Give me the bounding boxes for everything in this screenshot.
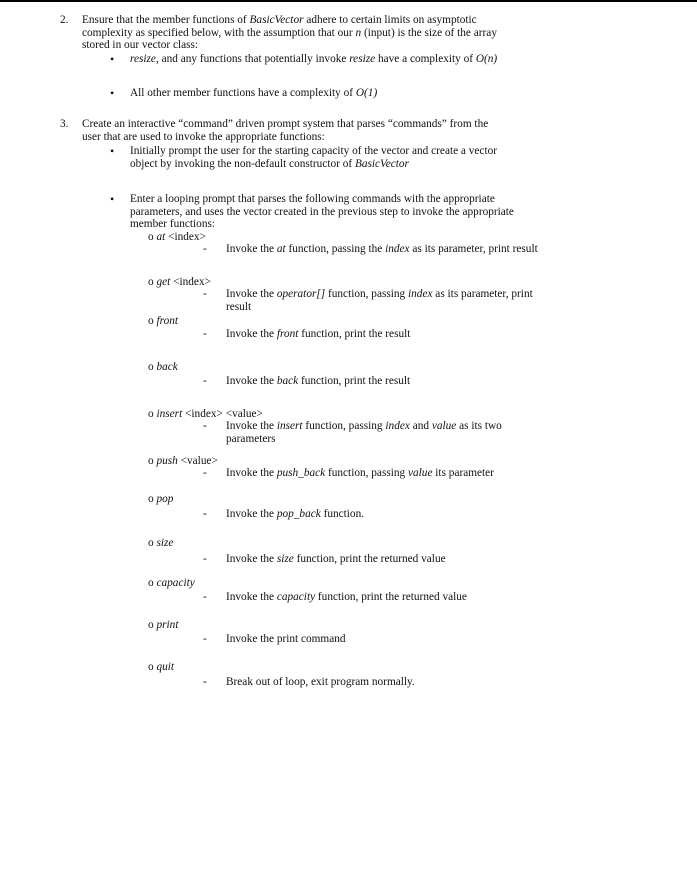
- item-2-number: 2.: [60, 14, 69, 26]
- text-run: as its two: [456, 420, 502, 432]
- text-run: as its parameter, print result: [409, 243, 538, 255]
- italic-run: index: [408, 288, 433, 300]
- text-run: and: [409, 420, 432, 432]
- text-run: function, print the returned value: [315, 591, 467, 603]
- italic-run: back: [276, 375, 299, 387]
- text-run: , and any functions that potentially invoke: [155, 53, 350, 65]
- bullet-mark: •: [110, 144, 115, 158]
- circle-bullet: o: [148, 619, 154, 631]
- text-run: Invoke the: [226, 591, 277, 603]
- text-run: have a complexity of: [375, 53, 476, 65]
- circle-bullet: o: [148, 408, 154, 420]
- command-name: back: [156, 361, 178, 373]
- bullet-mark: •: [110, 86, 115, 100]
- circle-bullet: o: [148, 537, 154, 549]
- command-name: insert: [156, 408, 183, 420]
- text-run: All other member functions have a complexity of: [130, 87, 356, 99]
- bullet-text: [130, 87, 377, 100]
- italic-run: BasicVector: [354, 157, 409, 170]
- text-run: function, passing: [325, 288, 409, 300]
- italic-run: O(1): [355, 87, 378, 99]
- text-run: function.: [320, 508, 365, 520]
- circle-bullet: o: [148, 315, 154, 327]
- command-insert: [148, 408, 263, 421]
- text-run: function, print the result: [298, 375, 411, 387]
- italic-run: resize: [349, 53, 376, 65]
- command-name: capacity: [156, 577, 195, 589]
- bullet-text: Enter a looping prompt that parses the following commands with the appropriate parameters, and uses the vector created in the previous step to invoke the appropriate member functions:: [130, 193, 514, 231]
- command-size: [148, 537, 173, 550]
- item-2-line-2: complexity as specified below, with the assumption that our n (input) is the size of the array: [82, 26, 497, 39]
- command-quit: [148, 661, 174, 674]
- command-push: [148, 455, 218, 468]
- item-2-text: [82, 14, 682, 52]
- italic-run: value: [431, 420, 457, 432]
- italic-run: at: [276, 243, 286, 255]
- command-name: push: [156, 455, 178, 467]
- text-run: Break out of loop, exit program normally.: [226, 676, 415, 688]
- command-at: [148, 231, 206, 244]
- text-run: Invoke the: [226, 467, 277, 479]
- text-run: result: [226, 300, 252, 313]
- command-args: <index>: [170, 276, 211, 288]
- command-back: [148, 361, 178, 374]
- item-3-text: [82, 118, 682, 143]
- command-front: [148, 315, 178, 328]
- text-run: Invoke the: [226, 375, 277, 387]
- text-run: function, passing the: [285, 243, 386, 255]
- text-run: Invoke the: [226, 508, 277, 520]
- item-2-line-3: stored in our vector class:: [82, 39, 199, 52]
- text-run: Invoke the print command: [226, 633, 346, 645]
- bullet-text: [130, 145, 497, 170]
- item-3-line-2: user that are used to invoke the appropriate functions:: [82, 130, 325, 143]
- italic-run: size: [276, 553, 294, 565]
- command-capacity: [148, 577, 195, 590]
- italic-run: pop_back: [276, 508, 321, 520]
- italic-run: index: [385, 243, 410, 255]
- circle-bullet: o: [148, 493, 154, 505]
- italic-run: value: [408, 467, 433, 479]
- item-3-number: 3.: [60, 118, 69, 130]
- italic-run: resize: [130, 53, 156, 65]
- text-run: as its parameter, print: [432, 288, 533, 300]
- text-run: function, print the result: [298, 328, 411, 340]
- command-name: front: [156, 315, 179, 327]
- item-3-line-1: Create an interactive “command” driven prompt system that parses “commands” from the: [82, 118, 489, 130]
- circle-bullet: o: [148, 231, 154, 243]
- italic-run: capacity: [276, 591, 316, 603]
- command-print: [148, 619, 178, 632]
- bullet-mark: •: [110, 52, 115, 66]
- text-run: parameters: [226, 432, 276, 445]
- circle-bullet: o: [148, 276, 154, 288]
- command-name: get: [156, 276, 171, 288]
- text-run: function, passing: [302, 420, 386, 432]
- command-pop: [148, 493, 173, 506]
- text-run: Invoke the: [226, 420, 277, 432]
- command-name: pop: [156, 493, 174, 505]
- circle-bullet: o: [148, 361, 154, 373]
- text-run: Invoke the: [226, 328, 277, 340]
- circle-bullet: o: [148, 455, 154, 467]
- command-name: size: [156, 537, 174, 549]
- command-args: <index>: [165, 231, 206, 243]
- command-name: print: [156, 619, 179, 631]
- text-run: function, print the returned value: [293, 553, 446, 565]
- italic-run: front: [276, 328, 299, 340]
- text-run: Invoke the: [226, 243, 277, 255]
- command-name: at: [156, 231, 166, 243]
- command-get: [148, 276, 211, 289]
- text-run: its parameter: [432, 467, 494, 479]
- command-name: quit: [156, 661, 175, 673]
- text-run: Initially prompt the user for the starting capacity of the vector and create a vector: [130, 145, 497, 157]
- text-run: object by invoking the non-default constructor of: [130, 157, 355, 170]
- command-args: <value>: [177, 455, 218, 467]
- italic-run: push_back: [276, 467, 326, 479]
- italic-run: index: [385, 420, 410, 432]
- command-args: <index> <value>: [182, 408, 263, 420]
- bullet-mark: •: [110, 192, 115, 206]
- italic-run: operator[]: [276, 288, 326, 300]
- italic-run: O(n): [475, 53, 498, 65]
- bullet-text: [130, 53, 497, 66]
- document-page: 2. Ensure that the member functions of BasicVector adhere to certain limits on asymptotic complexity as specified below, with the assumption that our n (input) is the size of the array stored in our vector class: • resize, and any functions that potentially invoke resize have a complexity of O(n) • All other member functions have a complexity of O(1) 3. Create an interactive “command” driven prompt system that parses “commands” from the user that are used to invoke the appropriate functions: • Initially prompt the user for the starting capacity of the vector and create a vector object by invoking the non-default constructor of BasicVector • Enter a looping prompt that parses the following commands with the appropriate parameters, and uses the vector created in the previous step to invoke the appropriate member functions: o at <index> - Invoke the at function, passing the index as its parameter, print result o get <index> - Invoke the operator[] function, passing index as its parameter, print result o front - Invoke the front function, print the result o back - Invoke the back function, print the result o insert <index> <value> - Invoke the insert function, passing index and value as its two parameters o push <value> - Invoke the push_back function, passing value its parameter o pop - Invoke the pop_back function. o size - Invoke the size function, print the returned value o capacity - Invoke the capacity function, print the returned value o print - Invoke the print command o quit - Break out of loop, exit program normally.: [0, 0, 697, 883]
- italic-run: insert: [276, 420, 303, 432]
- item-2-line-1: Ensure that the member functions of BasicVector adhere to certain limits on asymptotic: [82, 14, 477, 26]
- text-run: function, passing: [325, 467, 408, 479]
- circle-bullet: o: [148, 577, 154, 589]
- text-run: Invoke the: [226, 553, 277, 565]
- text-run: Invoke the: [226, 288, 277, 300]
- circle-bullet: o: [148, 661, 154, 673]
